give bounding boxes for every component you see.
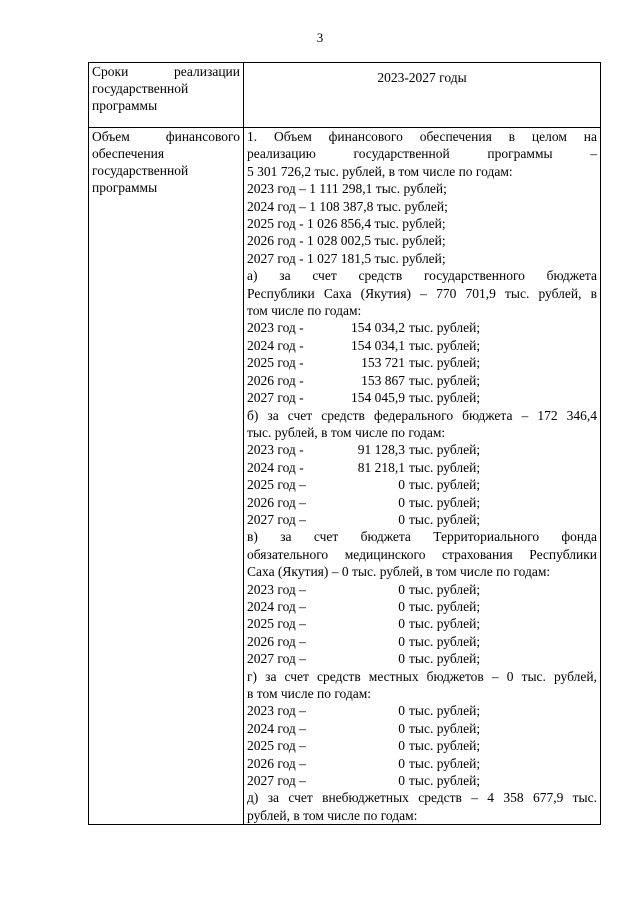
- year-value: 0: [398, 755, 405, 771]
- federal-budget-year-line: [247, 494, 597, 511]
- year-label: 2027 год –: [247, 511, 306, 527]
- medical-fund-text-line: обязательного медицинского страхования Республики: [247, 546, 597, 562]
- local-budget-year-line: [247, 755, 597, 772]
- year-value: 154 034,1: [351, 337, 405, 353]
- medical-fund-text-line: в) за счет бюджета Территориального фонда: [247, 529, 597, 545]
- medical-fund-year-line: [247, 581, 597, 598]
- total-year-line: 2027 год - 1 027 181,5 тыс. рублей;: [247, 250, 446, 266]
- year-label: 2027 год –: [247, 773, 306, 789]
- year-label: 2025 год -: [247, 355, 304, 371]
- federal-budget-text-line: тыс. рублей, в том числе по годам:: [247, 424, 446, 440]
- year-label: 2023 год –: [247, 581, 306, 597]
- year-value: 153 867: [361, 372, 405, 388]
- year-label: 2026 год –: [247, 755, 306, 771]
- local-budget-text-line: в том числе по годам:: [247, 686, 372, 701]
- year-value: 154 045,9: [351, 390, 405, 406]
- federal-budget-text-line: б) за счет средств федерального бюджета – 172 346,4: [247, 407, 597, 423]
- year-label: 2024 год –: [247, 598, 306, 614]
- year-unit: тыс. рублей;: [409, 390, 481, 406]
- federal-budget-year-line: [247, 441, 597, 458]
- year-unit: тыс. рублей;: [409, 511, 481, 527]
- local-budget-year-line: [247, 772, 597, 789]
- period-label-line: государственной: [92, 81, 189, 96]
- year-unit: тыс. рублей;: [409, 494, 481, 510]
- year-value: 0: [398, 703, 405, 719]
- funding-label: [89, 128, 244, 825]
- year-label: 2024 год -: [247, 459, 304, 475]
- year-unit: тыс. рублей;: [409, 477, 481, 493]
- local-budget-text-line: г) за счет средств местных бюджетов – 0 тыс. рублей,: [247, 668, 597, 684]
- total-year-line: 2023 год – 1 111 298,1 тыс. рублей;: [247, 181, 447, 197]
- year-label: 2023 год -: [247, 320, 304, 336]
- state-budget-year-line: [247, 337, 597, 354]
- year-value: 0: [398, 651, 405, 667]
- year-value: 0: [398, 720, 405, 736]
- year-value: 91 128,3: [357, 442, 405, 458]
- year-unit: тыс. рублей;: [409, 598, 481, 614]
- table-row-funding: [89, 128, 601, 825]
- year-value: 0: [398, 581, 405, 597]
- extrabudgetary-text-line: д) за счет внебюджетных средств – 4 358 677,9 тыс.: [247, 790, 597, 806]
- year-value: 0: [398, 494, 405, 510]
- year-unit: тыс. рублей;: [409, 459, 481, 475]
- period-label-line: программы: [92, 98, 158, 113]
- year-label: 2026 год -: [247, 372, 304, 388]
- period-label: [89, 63, 244, 128]
- funding-label-line: программы: [92, 180, 158, 195]
- year-value: 154 034,2: [351, 320, 405, 336]
- year-value: 0: [398, 616, 405, 632]
- year-value: 0: [398, 773, 405, 789]
- year-label: 2025 год –: [247, 477, 306, 493]
- page-number: 3: [316, 30, 324, 45]
- state-budget-text-line: Республики Саха (Якутия) – 770 701,9 тыс. рублей, в: [247, 285, 597, 301]
- year-value: 0: [398, 511, 405, 527]
- total-text-line: реализацию государственной программы –: [247, 146, 597, 162]
- total-text-line: 5 301 726,2 тыс. рублей, в том числе по годам:: [247, 163, 513, 179]
- year-unit: тыс. рублей;: [409, 720, 481, 736]
- table-row-period: [89, 63, 601, 128]
- year-label: 2025 год –: [247, 738, 306, 754]
- medical-fund-year-line: [247, 598, 597, 615]
- state-budget-year-line: [247, 389, 597, 406]
- period-label-line: Сроки реализации: [92, 64, 240, 79]
- year-unit: тыс. рублей;: [409, 337, 481, 353]
- year-unit: тыс. рублей;: [409, 616, 481, 632]
- year-unit: тыс. рублей;: [409, 703, 481, 719]
- year-unit: тыс. рублей;: [409, 633, 481, 649]
- medical-fund-year-line: [247, 633, 597, 650]
- funding-label-line: государственной: [92, 163, 189, 178]
- year-unit: тыс. рублей;: [409, 442, 481, 458]
- year-label: 2027 год -: [247, 390, 304, 406]
- medical-fund-text-line: Саха (Якутия) – 0 тыс. рублей, в том числе по годам:: [247, 564, 551, 580]
- medical-fund-year-line: [247, 650, 597, 667]
- year-unit: тыс. рублей;: [409, 738, 481, 754]
- year-label: 2024 год –: [247, 720, 306, 736]
- year-value: 0: [398, 477, 405, 493]
- year-label: 2026 год –: [247, 494, 306, 510]
- federal-budget-year-line: [247, 476, 597, 493]
- total-text-line: 1. Объем финансового обеспечения в целом на: [247, 129, 597, 144]
- total-year-line: 2024 год – 1 108 387,8 тыс. рублей;: [247, 198, 448, 214]
- funding-details: [244, 128, 601, 825]
- year-label: 2023 год -: [247, 442, 304, 458]
- year-unit: тыс. рублей;: [409, 651, 481, 667]
- funding-label-line: Объем финансового: [92, 129, 240, 144]
- local-budget-year-line: [247, 720, 597, 737]
- program-passport-table: [88, 62, 601, 825]
- total-year-line: 2025 год - 1 026 856,4 тыс. рублей;: [247, 216, 446, 232]
- medical-fund-year-line: [247, 615, 597, 632]
- year-label: 2025 год –: [247, 616, 306, 632]
- year-value: 0: [398, 598, 405, 614]
- year-value: 153 721: [361, 355, 405, 371]
- year-label: 2027 год –: [247, 651, 306, 667]
- year-unit: тыс. рублей;: [409, 773, 481, 789]
- year-label: 2023 год –: [247, 703, 306, 719]
- local-budget-year-line: [247, 737, 597, 754]
- year-unit: тыс. рублей;: [409, 320, 481, 336]
- year-label: 2024 год -: [247, 337, 304, 353]
- year-unit: тыс. рублей;: [409, 581, 481, 597]
- year-value: 0: [398, 738, 405, 754]
- state-budget-text-line: том числе по годам:: [247, 303, 362, 319]
- state-budget-text-line: а) за счет средств государственного бюджета: [247, 268, 597, 284]
- total-year-line: 2026 год - 1 028 002,5 тыс. рублей;: [247, 233, 446, 249]
- state-budget-year-line: [247, 372, 597, 389]
- funding-label-line: обеспечения: [92, 146, 165, 161]
- local-budget-year-line: [247, 702, 597, 719]
- state-budget-year-line: [247, 354, 597, 371]
- year-value: 0: [398, 633, 405, 649]
- year-value: 81 218,1: [357, 459, 405, 475]
- extrabudgetary-text-line: рублей, в том числе по годам:: [247, 807, 418, 823]
- state-budget-year-line: [247, 319, 597, 336]
- year-unit: тыс. рублей;: [409, 372, 481, 388]
- federal-budget-year-line: [247, 511, 597, 528]
- year-label: 2026 год –: [247, 633, 306, 649]
- year-unit: тыс. рублей;: [409, 755, 481, 771]
- period-value: 2023-2027 годы: [244, 63, 601, 128]
- year-unit: тыс. рублей;: [409, 355, 481, 371]
- federal-budget-year-line: [247, 459, 597, 476]
